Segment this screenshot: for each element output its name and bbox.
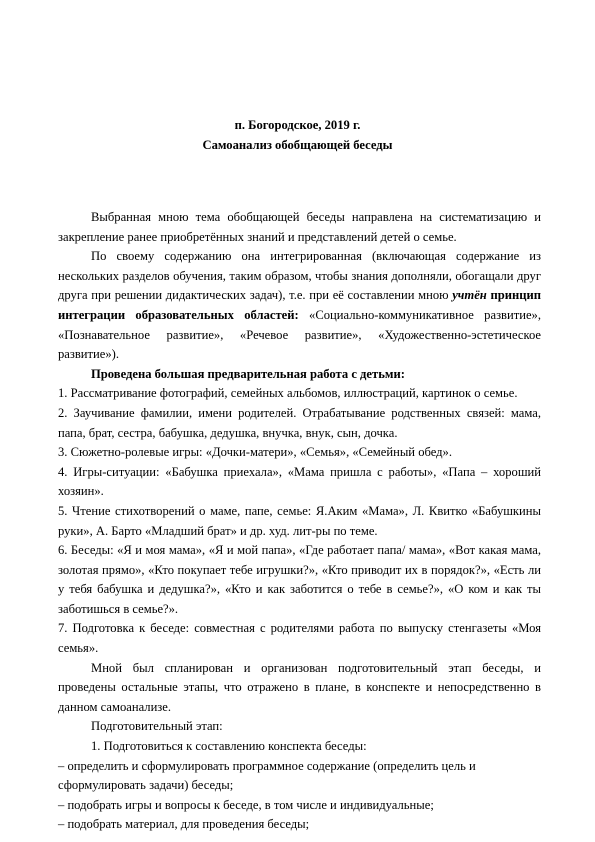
list-item: 4. Игры-ситуации: «Бабушка приехала», «Мама пришла с работы», «Папа – хороший хозяин». [58, 464, 541, 499]
integration-principle: принцип интеграции образовательных областей: [58, 288, 541, 322]
list-item: 7. Подготовка к беседе: совместная с родителями работа по выпуску стенгазеты «Моя семья». [58, 621, 541, 656]
integration-emphasis: учтён [452, 288, 487, 303]
document-title: Самоанализ обобщающей беседы [202, 138, 393, 152]
paragraph-stages: Мной был спланирован и организован подготовительный этап беседы, и проведены остальные этапы, что отражено в плане, в конспекте и непосредственно в данном самоанализе. [58, 660, 541, 714]
paragraph-integration [58, 247, 541, 365]
integration-areas: «Социально-коммуникативное развитие», «Познавательное развитие», «Речевое развитие», «Художественно-эстетическое развитие»). [58, 307, 542, 362]
preparatory-step: 1. Подготовиться к составлению конспекта беседы: [91, 739, 367, 754]
list-item: 2. Заучивание фамилии, имени родителей. Отрабатывание родственных связей: мама, папа, брат, сестра, бабушка, дедушка, внучка, внук, сын, дочка. [58, 405, 541, 440]
dash-item: – подобрать материал, для проведения беседы; [58, 817, 310, 832]
preliminary-work-heading: Проведена большая предварительная работа с детьми: [91, 366, 405, 381]
integration-text: По своему содержанию она интегрированная (включающая содержание из нескольких разделов обучения, таким образом, чтобы знания дополняли, обогащали друг друга при решении дидактических задач), т.е. при её составлении мною [58, 249, 541, 303]
list-item: 1. Рассматривание фотографий, семейных альбомов, иллюстраций, картинок о семье. [58, 386, 518, 401]
paragraph-intro: Выбранная мною тема обобщающей беседы направлена на систематизацию и закрепление ранее приобретённых знаний и представлений детей о семье. [58, 210, 541, 244]
dash-item: – определить и сформулировать программное содержание (определить цель и сформулировать задачи) беседы; [58, 758, 476, 793]
document-body [58, 208, 541, 835]
list-item: 5. Чтение стихотворений о маме, папе, семье: Я.Аким «Мама», Л. Квитко «Бабушкины руки», А. Барто «Младший брат» и др. худ. лит-ры по теме. [58, 503, 541, 538]
document-header [0, 115, 595, 155]
list-item: 6. Беседы: «Я и моя мама», «Я и мой папа», «Где работает папа/ мама», «Вот какая мама, золотая прямо», «Кто покупает тебе игрушки?», «Кто приводит их в порядок?», «Есть ли у тебя бабушка и дедушка?», «Кто и как заботится о тебе в семье?», «О ком и как ты заботишься в семье?». [58, 543, 541, 616]
dash-item: – подобрать игры и вопросы к беседе, в том числе и индивидуальные; [58, 797, 434, 812]
preparatory-stage-heading: Подготовительный этап: [91, 719, 223, 734]
location-date: п. Богородское, 2019 г. [234, 118, 361, 132]
list-item: 3. Сюжетно-ролевые игры: «Дочки-матери», «Семья», «Семейный обед». [58, 445, 453, 460]
